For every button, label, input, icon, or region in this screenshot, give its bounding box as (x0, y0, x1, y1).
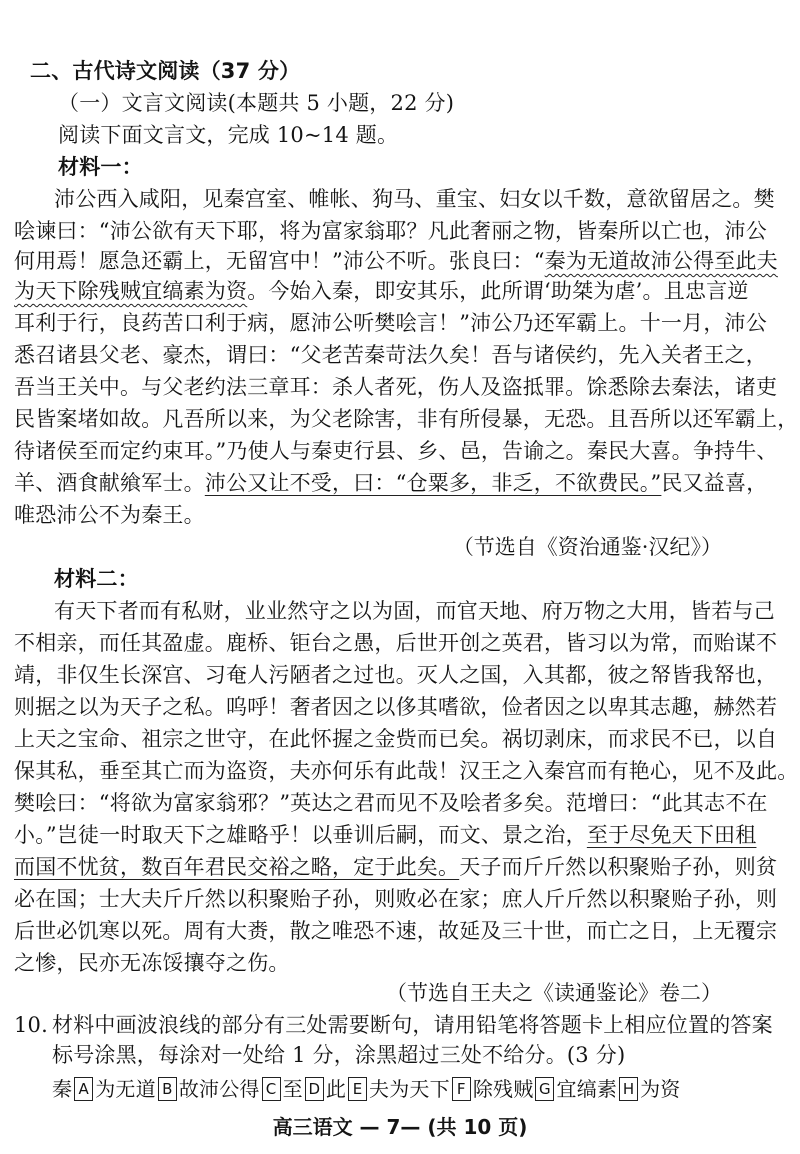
segment: 宜缟素 (556, 1077, 618, 1101)
material1-label: 材料一： (58, 155, 143, 179)
m1-line-5: 耳利于行，良药苦口利于病，愿沛公听樊哙言！”沛公乃还军霸上。十一月，沛公 (14, 311, 767, 335)
m1-line-9: 待诸侯至而定约束耳。”乃使人与秦吏行县、乡、邑，告谕之。秦民大喜。争持牛、 (14, 439, 778, 463)
m1-line-3 (14, 246, 778, 276)
m2-line-8-text: 小。”岂徒一时取天下之雄略乎！以垂训后嗣，而文、景之治， (14, 823, 587, 847)
question-10-line-1: 材料中画波浪线的部分有三处需要断句，请用铅笔将答题卡上相应位置的答案 (52, 1013, 773, 1037)
m2-line-7: 樊哙曰：“将欲为富家翁邪？”英达之君而见不及哙者多矣。范增曰：“此其志不在 (14, 791, 768, 815)
answer-options (52, 1074, 680, 1104)
option-box-c[interactable]: C (262, 1077, 281, 1101)
segment: 为无道 (95, 1077, 156, 1101)
option-box-g[interactable]: G (535, 1077, 554, 1101)
m1-line-4-text: 。今始入秦，即安其乐，此所谓‘助桀为虐’。且忠言逆 (247, 279, 749, 303)
section-title: 二、古代诗文阅读（37 分） (30, 59, 301, 83)
wavy-segment-2: 为天下除残贼宜缟素为资 (14, 279, 248, 303)
m1-line-1: 沛公西入咸阳，见秦宫室、帷帐、狗马、重宝、妇女以千数，意欲留居之。樊 (54, 187, 775, 211)
underlined-segment-1: 沛公又让不受，曰：“仓粟多，非乏，不欲费民。” (204, 471, 662, 495)
m1-line-7: 吾当王关中。与父老约法三章耳：杀人者死，伤人及盗抵罪。馀悉除去秦法，诸吏 (14, 375, 778, 399)
material1-source: （节选自《资治通鉴·汉纪》） (452, 535, 722, 559)
underlined-segment-3: 而国不忧贫，数百年君民交裕之略，定于此矣。 (14, 855, 460, 879)
segment: 夫为天下 (369, 1077, 450, 1101)
m2-line-6: 保其私，垂至其亡而为盗资，夫亦何乐有此哉！汉王之入秦宫而有艳心，见不及此。 (14, 759, 799, 783)
material2-label: 材料二： (54, 567, 139, 591)
segment: 此 (325, 1077, 347, 1101)
segment: 秦 (52, 1077, 73, 1101)
m2-line-12: 之惨，民亦无冻馁攘夺之伤。 (14, 951, 290, 975)
instruction: 阅读下面文言文，完成 10~14 题。 (58, 123, 399, 147)
m1-line-6: 悉召诸县父老、豪杰，谓曰：“父老苦秦苛法久矣！吾与诸侯约，先入关者王之， (14, 343, 767, 367)
wavy-segment-1: 秦为无道故沛公得至此夫 (544, 249, 778, 273)
m1-line-10-tail: 民又益喜， (661, 471, 768, 495)
m1-line-10 (14, 468, 767, 498)
m2-line-11: 后世必饥寒以死。周有大赉，散之唯恐不速，故延及三十世，而亡之日，上无覆宗 (14, 919, 778, 943)
m2-line-10: 必在国；士大夫斤斤然以积聚贻子孙，则败必在家；庶人斤斤然以积聚贻子孙，则 (14, 887, 778, 911)
segment: 至 (282, 1077, 303, 1101)
option-box-a[interactable]: A (74, 1077, 93, 1101)
option-box-e[interactable]: E (348, 1077, 367, 1101)
option-box-b[interactable]: B (158, 1077, 177, 1101)
m1-line-3-text: 何用焉！愿急还霸上，无留宫中！”沛公不听。张良曰：“ (14, 249, 545, 273)
m1-line-10-text: 羊、酒食献飨军士。 (14, 471, 205, 495)
page-footer: 高三语文 — 7— (共 10 页) (272, 1115, 528, 1139)
material2-source: （节选自王夫之《读通鉴论》卷二） (386, 981, 722, 1005)
question-10-line-2: 标号涂黑，每涂对一处给 1 分，涂黑超过三处不给分。(3 分) (52, 1043, 626, 1067)
segment: 除残贼 (472, 1077, 534, 1101)
option-box-d[interactable]: D (305, 1077, 324, 1101)
underlined-segment-2: 至于尽免天下田租 (586, 823, 757, 847)
m1-line-2: 哙谏曰：“沛公欲有天下耶，将为富家翁耶？凡此奢丽之物，皆秦所以亡也，沛公 (14, 219, 767, 243)
question-10-number: 10. (14, 1013, 48, 1037)
m1-line-8: 民皆案堵如故。凡吾所以来，为父老除害，非有所侵暴，无恐。且吾所以还军霸上， (14, 407, 799, 431)
m2-line-9 (14, 852, 777, 882)
m2-line-2: 不相亲，而任其盈虚。鹿桥、钜台之愚，后世开创之英君，皆习以为常，而贻谋不 (14, 631, 778, 655)
m2-line-1: 有天下者而有私财，业业然守之以为固，而官天地、府万物之大用，皆若与己 (54, 599, 775, 623)
option-box-h[interactable]: H (619, 1077, 638, 1101)
m2-line-8 (14, 820, 756, 850)
m1-line-4 (14, 276, 749, 306)
m2-line-5: 上天之宝命、祖宗之世守，在此怀握之金赀而已矣。祸切剥床，而求民不已，以自 (14, 727, 778, 751)
m2-line-9-text: 天子而斤斤然以积聚贻子孙，则贫 (459, 855, 778, 879)
segment: 故沛公得 (178, 1077, 260, 1101)
m2-line-4: 则据之以为天子之私。呜呼！奢者因之以侈其嗜欲，俭者因之以卑其志趣，赫然若 (14, 695, 778, 719)
m2-line-3: 靖，非仅生长深宫、习奄人污陋者之过也。灭人之国，入其都，彼之帑皆我帑也， (14, 663, 778, 687)
subsection-title: （一）文言文阅读(本题共 5 小题，22 分) (58, 91, 455, 115)
option-box-f[interactable]: F (452, 1077, 471, 1101)
m1-line-11: 唯恐沛公不为秦王。 (14, 503, 205, 527)
segment: 为资 (640, 1077, 681, 1101)
